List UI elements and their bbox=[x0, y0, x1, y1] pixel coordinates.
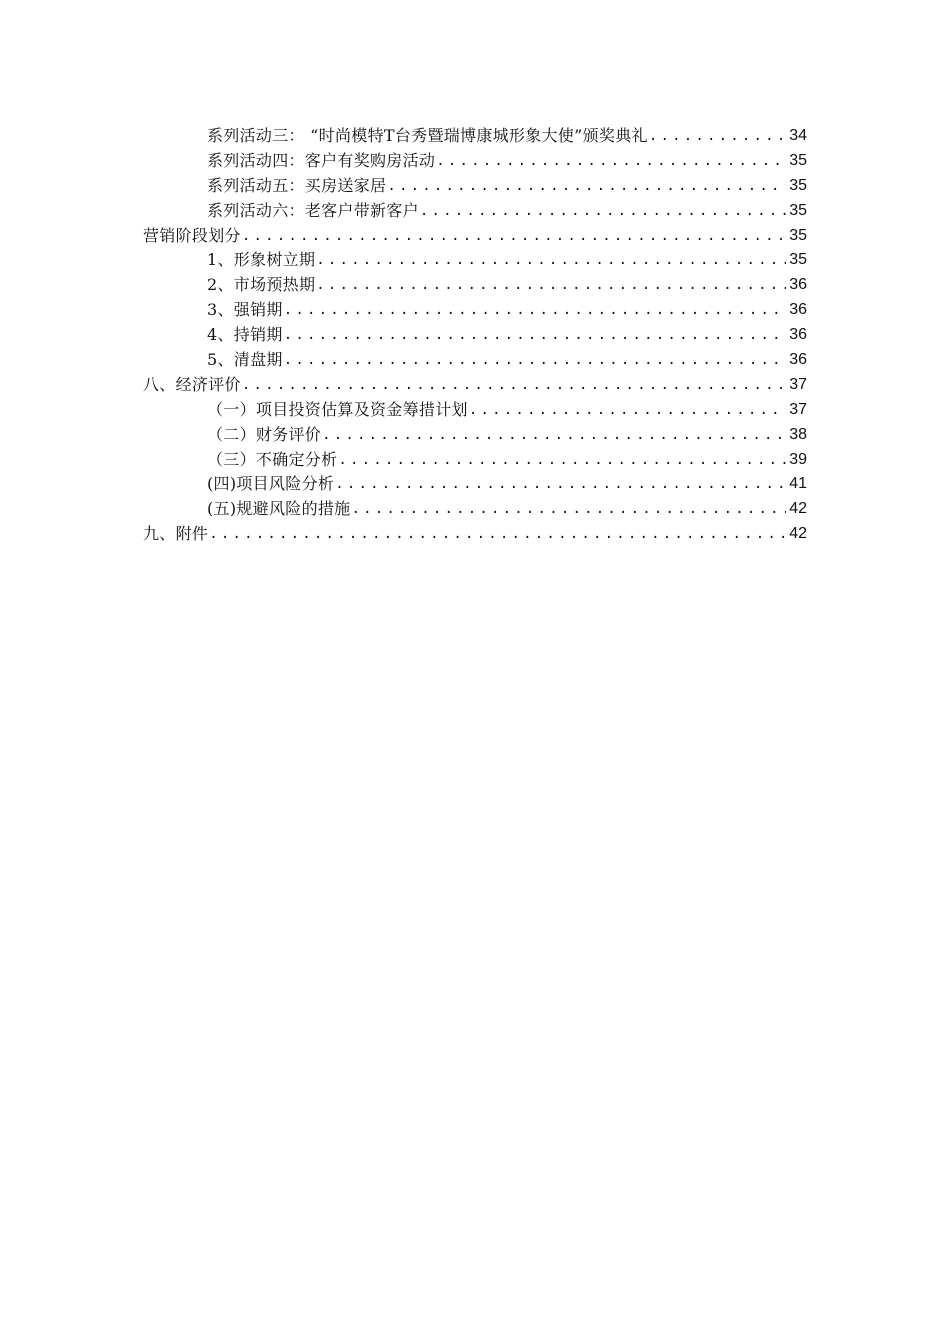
toc-entry[interactable] bbox=[143, 174, 807, 199]
toc-entry-page-number: 37 bbox=[789, 375, 807, 393]
dot-leader bbox=[352, 497, 787, 522]
toc-entry-title: 2、市场预热期 bbox=[207, 275, 316, 295]
toc-entry[interactable] bbox=[143, 199, 807, 224]
toc-entry-title: 八、经济评价 bbox=[143, 374, 241, 394]
toc-entry-page-number: 35 bbox=[789, 151, 807, 169]
dot-leader bbox=[316, 248, 786, 273]
toc-entry-page-number: 41 bbox=[789, 475, 807, 493]
dot-leader bbox=[335, 472, 786, 497]
toc-entry-page-number: 42 bbox=[789, 525, 807, 543]
toc-entry-title: 1、形象树立期 bbox=[207, 250, 316, 270]
toc-entry-page-number: 35 bbox=[789, 176, 807, 194]
toc-entry-page-number: 36 bbox=[789, 301, 807, 319]
toc-entry-title: (五)规避风险的措施 bbox=[207, 499, 351, 519]
toc-entry-page-number: 39 bbox=[789, 450, 807, 468]
toc-entry-page-number: 35 bbox=[789, 251, 807, 269]
dot-leader bbox=[284, 348, 786, 373]
toc-entry[interactable] bbox=[143, 298, 807, 323]
dot-leader bbox=[387, 174, 786, 199]
table-of-contents bbox=[143, 124, 807, 547]
toc-entry-title: 系列活动三： “时尚模特T台秀暨瑞博康城形象大使”颁奖典礼 bbox=[207, 125, 648, 145]
toc-entry[interactable] bbox=[143, 248, 807, 273]
toc-entry[interactable] bbox=[143, 497, 807, 522]
dot-leader bbox=[284, 323, 786, 348]
toc-entry[interactable] bbox=[143, 522, 807, 547]
toc-entry[interactable] bbox=[143, 348, 807, 373]
dot-leader bbox=[209, 522, 786, 547]
dot-leader bbox=[242, 224, 786, 249]
toc-entry-page-number: 38 bbox=[789, 425, 807, 443]
toc-entry-page-number: 42 bbox=[789, 500, 807, 518]
toc-entry-title: 系列活动六：老客户带新客户 bbox=[207, 200, 419, 220]
toc-entry[interactable] bbox=[143, 448, 807, 473]
toc-entry-page-number: 35 bbox=[789, 201, 807, 219]
toc-entry-page-number: 37 bbox=[789, 400, 807, 418]
toc-entry-title: (四)项目风险分析 bbox=[207, 474, 335, 494]
toc-entry-page-number: 35 bbox=[789, 226, 807, 244]
toc-entry-page-number: 36 bbox=[789, 326, 807, 344]
toc-entry-title: 5、清盘期 bbox=[207, 350, 283, 369]
dot-leader bbox=[284, 298, 786, 323]
dot-leader bbox=[649, 124, 786, 149]
dot-leader bbox=[436, 149, 786, 174]
toc-entry[interactable] bbox=[143, 472, 807, 497]
dot-leader bbox=[316, 273, 786, 298]
toc-entry-title: （一）项目投资估算及资金筹措计划 bbox=[207, 399, 468, 419]
dot-leader bbox=[420, 199, 786, 224]
dot-leader bbox=[469, 398, 786, 423]
toc-entry-page-number: 36 bbox=[789, 276, 807, 294]
toc-entry-title: 4、持销期 bbox=[207, 325, 283, 345]
toc-entry[interactable] bbox=[143, 373, 807, 398]
toc-entry-title: 营销阶段划分 bbox=[143, 225, 241, 245]
toc-entry-title: （三）不确定分析 bbox=[207, 449, 338, 469]
toc-entry-page-number: 34 bbox=[789, 126, 807, 144]
toc-entry[interactable] bbox=[143, 323, 807, 348]
toc-entry[interactable] bbox=[143, 124, 807, 149]
toc-entry[interactable] bbox=[143, 273, 807, 298]
toc-entry-title: （二）财务评价 bbox=[207, 424, 322, 444]
toc-entry[interactable] bbox=[143, 149, 807, 174]
toc-entry-title: 系列活动五：买房送家居 bbox=[207, 175, 387, 195]
toc-entry[interactable] bbox=[143, 398, 807, 423]
dot-leader bbox=[338, 448, 786, 473]
dot-leader bbox=[322, 423, 786, 448]
toc-entry[interactable] bbox=[143, 224, 807, 249]
toc-entry-title: 系列活动四：客户有奖购房活动 bbox=[207, 150, 436, 170]
toc-entry-title: 3、强销期 bbox=[207, 300, 283, 320]
toc-entry[interactable] bbox=[143, 423, 807, 448]
dot-leader bbox=[242, 373, 786, 398]
toc-entry-page-number: 36 bbox=[789, 351, 807, 368]
toc-entry-title: 九、附件 bbox=[143, 524, 209, 544]
